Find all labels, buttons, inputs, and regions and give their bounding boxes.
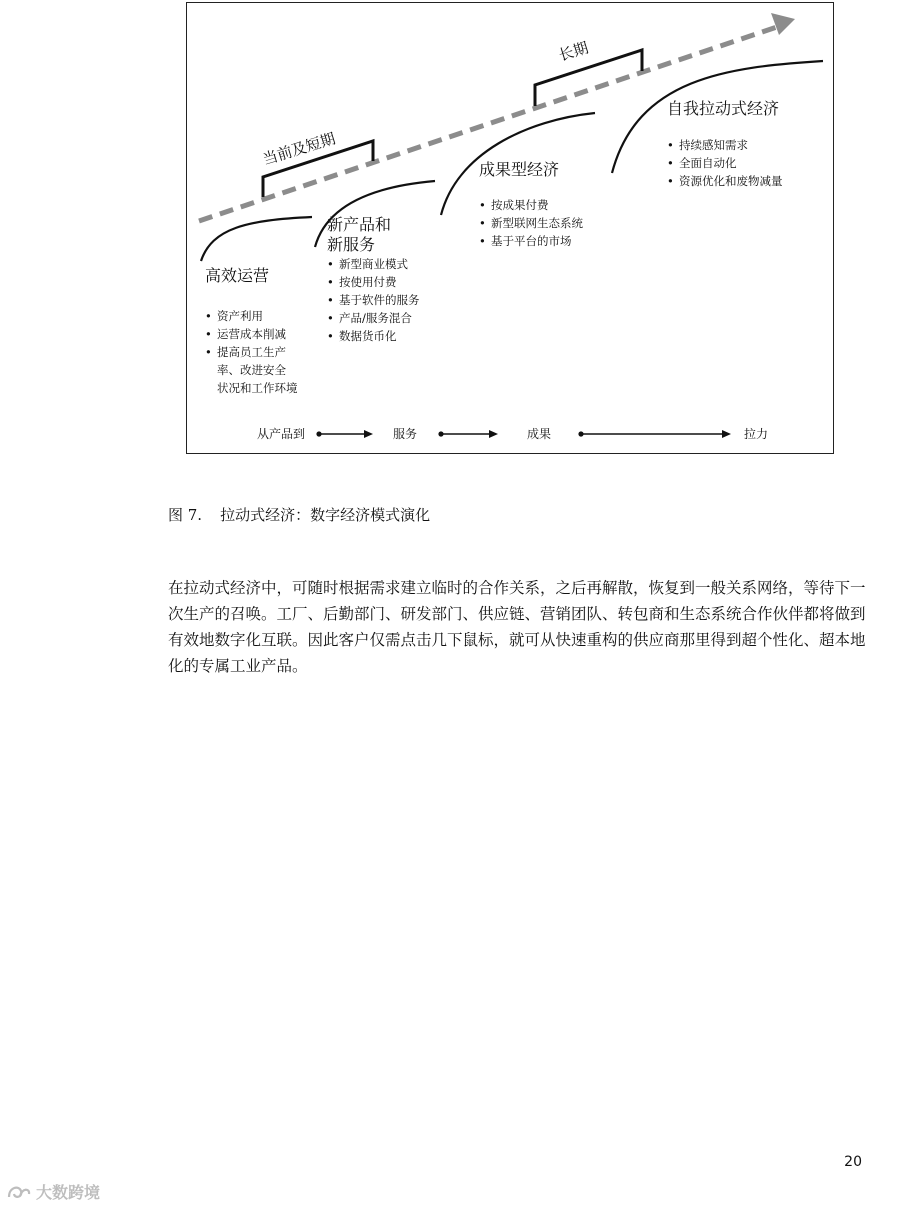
caption-number: 图 7. bbox=[168, 506, 203, 524]
axis-arrow-2 bbox=[438, 430, 498, 438]
curve-stage-1 bbox=[201, 217, 312, 261]
stage-4-title: 自我拉动式经济 bbox=[667, 99, 780, 118]
axis-label-product: 从产品到 bbox=[257, 427, 306, 441]
stage-4-bullet: • 资源优化和废物减量 bbox=[667, 172, 783, 190]
stage-3-bullet: • 基于平台的市场 bbox=[479, 232, 583, 250]
trend-arrowhead-icon bbox=[771, 13, 795, 35]
stage-1-title: 高效运营 bbox=[205, 266, 270, 285]
axis-arrow-1 bbox=[316, 430, 373, 438]
body-paragraph: 在拉动式经济中，可随时根据需求建立临时的合作关系，之后再解散，恢复到一般关系网络，等待下一次生产的召唤。工厂、后勤部门、研发部门、供应链、营销团队、转包商和生态系统合作伙伴都将做到有效地数字化互联。因此客户仅需点击几下鼠标，就可从快速重构的供应商那里得到超个性化、超本地化的专属工业产品。 bbox=[168, 579, 866, 675]
axis-label-outcome: 成果 bbox=[527, 427, 552, 441]
stage-2-bullets bbox=[327, 255, 420, 345]
stage-2-bullet: • 产品/服务混合 bbox=[327, 309, 420, 327]
stage-3-bullet: • 新型联网生态系统 bbox=[479, 214, 583, 232]
stage-3-bullet: • 按成果付费 bbox=[479, 196, 583, 214]
watermark bbox=[6, 1180, 100, 1203]
stage-2-title: 新产品和 新服务 bbox=[327, 215, 392, 254]
stage-1-bullet: • 提高员工生产 率、改进安全 状况和工作环境 bbox=[205, 343, 298, 397]
stage-3-bullets bbox=[479, 196, 583, 250]
stage-1-bullet: • 运营成本削减 bbox=[205, 325, 298, 343]
page-number: 20 bbox=[844, 1154, 862, 1170]
stage-2-bullet: • 新型商业模式 bbox=[327, 255, 420, 273]
watermark-text: 大数跨境 bbox=[36, 1183, 101, 1202]
long-term-label: 长期 bbox=[556, 38, 591, 65]
stage-2-bullet: • 数据货币化 bbox=[327, 327, 420, 345]
stage-1-bullet: • 资产利用 bbox=[205, 307, 298, 325]
stage-4-bullet: • 全面自动化 bbox=[667, 154, 783, 172]
stage-1-bullets bbox=[205, 307, 298, 397]
stage-4-bullet: • 持续感知需求 bbox=[667, 136, 783, 154]
evolution-figure bbox=[186, 2, 834, 454]
trend-dashed-line bbox=[199, 25, 783, 221]
axis-label-service: 服务 bbox=[393, 427, 418, 441]
stage-4-bullets bbox=[667, 136, 783, 190]
logo-swirl-icon bbox=[6, 1182, 32, 1202]
stage-2-bullet: • 基于软件的服务 bbox=[327, 291, 420, 309]
axis-label-pull: 拉力 bbox=[744, 427, 769, 441]
short-term-label: 当前及短期 bbox=[260, 129, 338, 169]
stage-2-bullet: • 按使用付费 bbox=[327, 273, 420, 291]
caption-text: 拉动式经济：数字经济模式演化 bbox=[220, 506, 431, 524]
axis-arrow-3 bbox=[578, 430, 731, 438]
stage-3-title: 成果型经济 bbox=[479, 160, 560, 179]
figure-caption bbox=[168, 504, 430, 525]
